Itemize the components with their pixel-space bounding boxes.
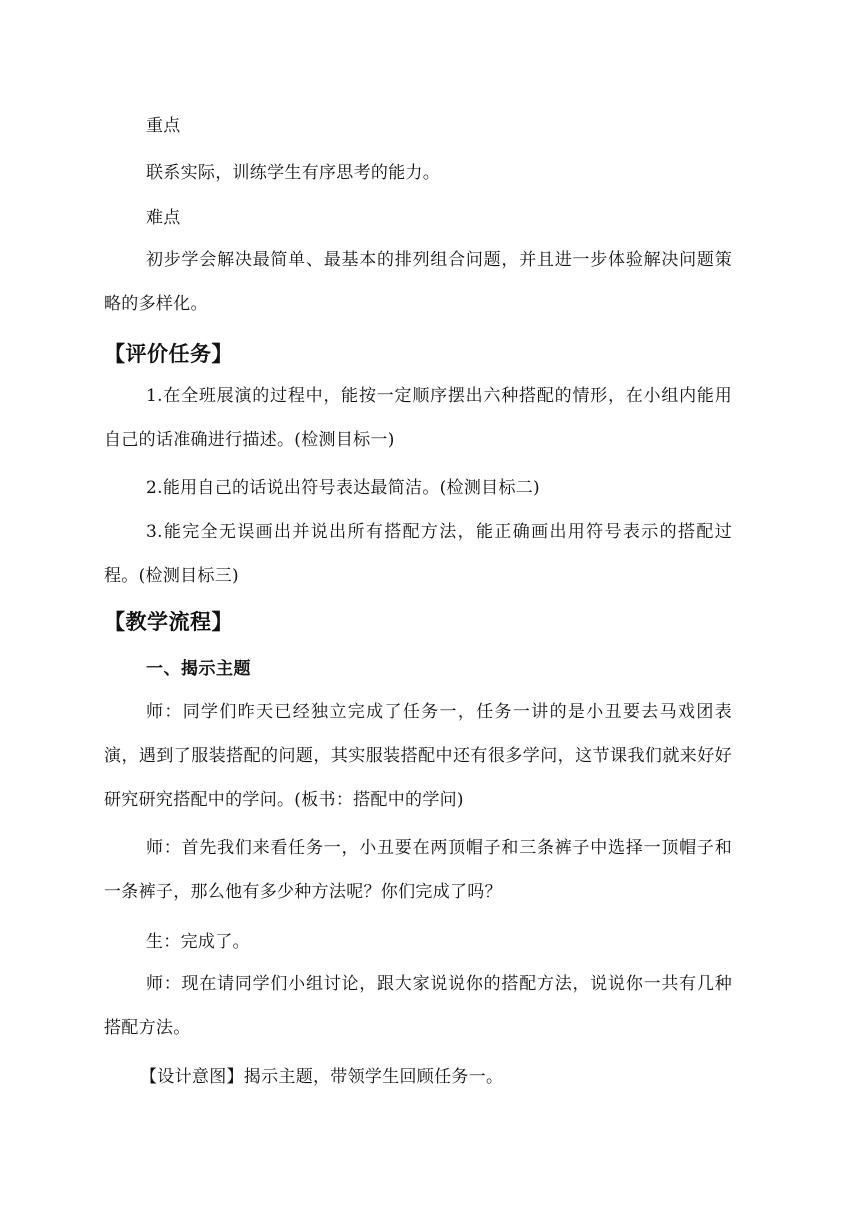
key-point-text: 联系实际，训练学生有序思考的能力。 (146, 163, 441, 183)
section-one-title: 一、揭示主题 (146, 659, 251, 679)
dialogue-paragraph: 师：同学们昨天已经独立完成了任务一，任务一讲的是小丑要去马戏团表演，遇到了服装搭配的问题，其实服装搭配中还有很多学问，这节课我们就来好好研究研究搭配中的学问。(板书：搭配中的学问) (104, 702, 732, 810)
dialogue-paragraph: 师：首先我们来看任务一，小丑要在两顶帽子和三条裤子中选择一顶帽子和一条裤子，那么他有多少种方法呢？你们完成了吗？ (104, 838, 732, 902)
evaluation-item: 3.能完全无误画出并说出所有搭配方法，能正确画出用符号表示的搭配过程。(检测目标三) (104, 522, 732, 586)
evaluation-item: 1.在全班展演的过程中，能按一定顺序摆出六种搭配的情形，在小组内能用自己的话准确进行描述。(检测目标一) (104, 386, 732, 450)
evaluation-heading: 【评价任务】 (104, 342, 233, 366)
process-heading: 【教学流程】 (104, 610, 233, 634)
evaluation-item: 2.能用自己的话说出符号表达最简洁。(检测目标二) (146, 478, 540, 498)
difficulty-label: 难点 (146, 208, 181, 228)
key-point-label: 重点 (146, 116, 181, 136)
difficulty-text: 初步学会解决最简单、最基本的排列组合问题，并且进一步体验解决问题策略的多样化。 (104, 250, 732, 314)
dialogue-paragraph: 生：完成了。 (146, 932, 250, 952)
dialogue-paragraph: 师：现在请同学们小组讨论，跟大家说说你的搭配方法，说说你一共有几种搭配方法。 (104, 974, 732, 1038)
design-intent: 【设计意图】揭示主题，带领学生回顾任务一。 (140, 1067, 504, 1087)
